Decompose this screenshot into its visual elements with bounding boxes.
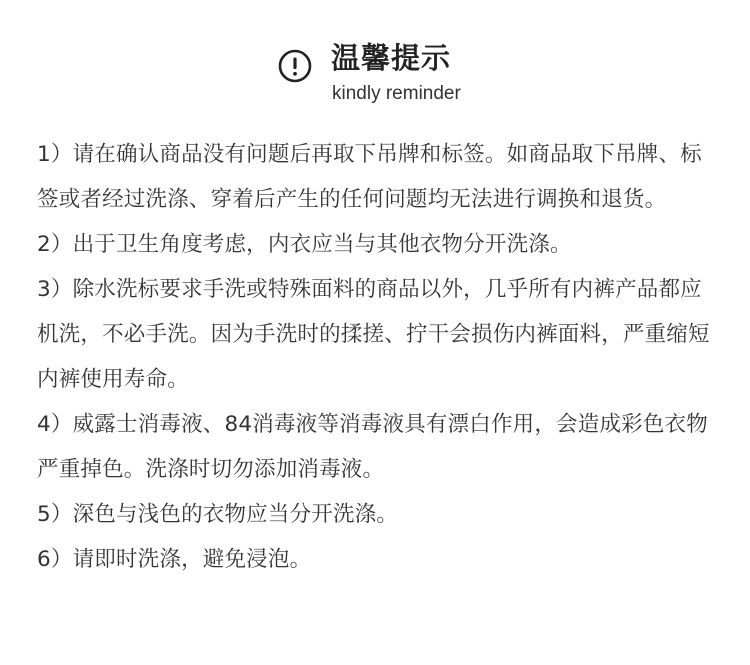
reminder-item-4: 4）威露士消毒液、84消毒液等消毒液具有漂白作用，会造成彩色衣物严重掉色。洗涤时切勿添加消毒液。 <box>37 412 708 482</box>
reminder-item-6: 6）请即时洗涤，避免浸泡。 <box>37 547 312 572</box>
reminder-item-5: 5）深色与浅色的衣物应当分开洗涤。 <box>37 502 399 527</box>
exclamation-circle-icon <box>278 49 312 83</box>
reminder-subtitle: kindly reminder <box>332 83 461 104</box>
reminder-item-3: 3）除水洗标要求手洗或特殊面料的商品以外，几乎所有内裤产品都应机洗，不必手洗。因为手洗时的揉搓、拧干会损伤内裤面料，严重缩短内裤使用寿命。 <box>37 277 710 392</box>
reminder-list <box>37 132 717 582</box>
reminder-item-1: 1）请在确认商品没有问题后再取下吊牌和标签。如商品取下吊牌、标签或者经过洗涤、穿着后产生的任何问题均无法进行调换和退货。 <box>37 142 702 212</box>
reminder-title: 温馨提示 <box>331 41 452 75</box>
reminder-item-2: 2）出于卫生角度考虑，内衣应当与其他衣物分开洗涤。 <box>37 232 572 257</box>
